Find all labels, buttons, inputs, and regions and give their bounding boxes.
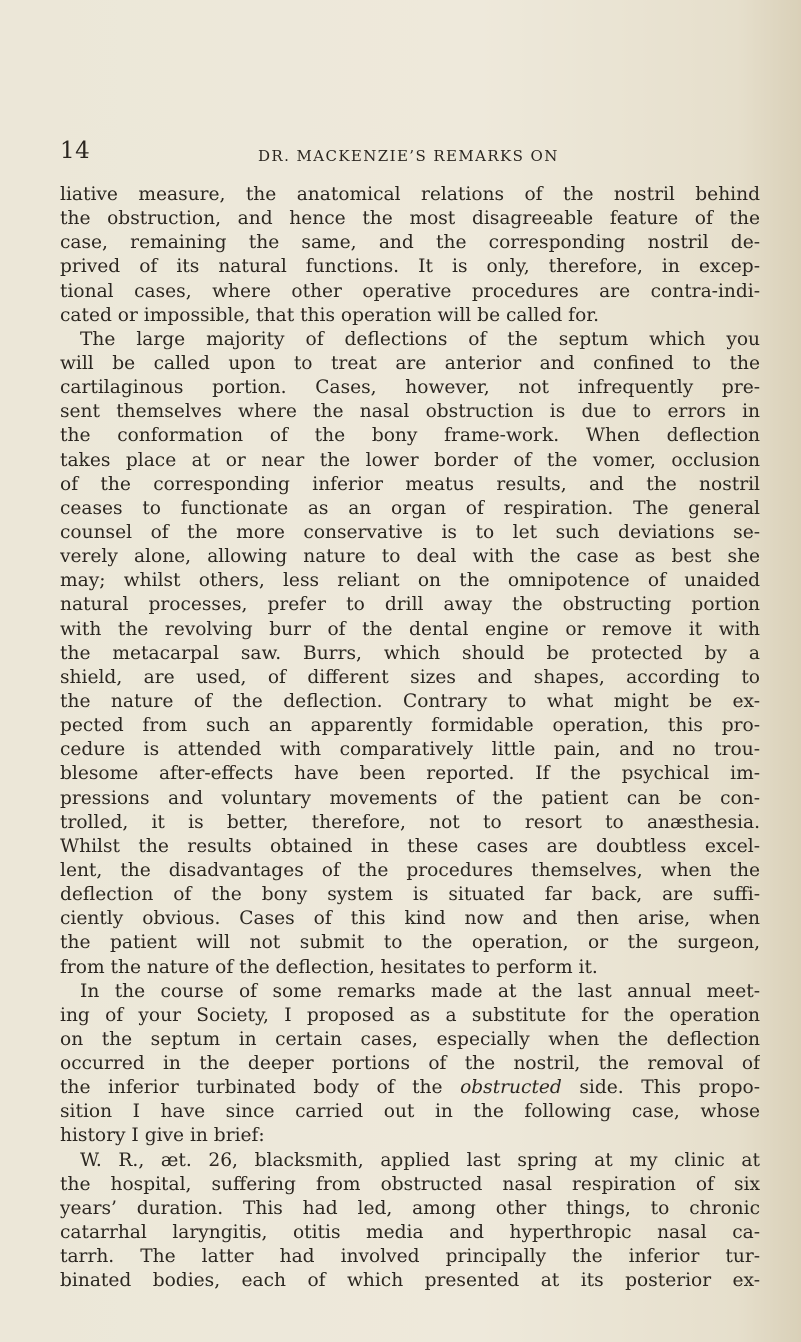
text-line: tional cases, where other operative procedures are contra-indi- <box>60 280 760 302</box>
text-line: sent themselves where the nasal obstruction is due to errors in <box>60 401 760 423</box>
text-line: liative measure, the anatomical relations of the nostril behind <box>60 184 760 205</box>
page-header <box>0 138 801 168</box>
text-line <box>60 1076 760 1100</box>
text-line: verely alone, allowing nature to deal with the case as best she <box>60 546 760 568</box>
text-line: catarrhal laryngitis, otitis media and hyperthropic nasal ca- <box>60 1222 760 1244</box>
text-line: trolled, it is better, therefore, not to resort to anæsthesia. <box>60 811 760 833</box>
text-line: will be called upon to treat are anterior and confined to the <box>60 352 760 374</box>
text-line: history I give in brief: <box>60 1125 265 1147</box>
text-line: ciently obvious. Cases of this kind now and then arise, when <box>60 908 760 930</box>
text-line: on the septum in certain cases, especially when the deflection <box>60 1028 760 1050</box>
text-line: may; whilst others, less reliant on the omnipotence of unaided <box>60 570 760 592</box>
text-line: cartilaginous portion. Cases, however, not infrequently pre- <box>60 377 760 399</box>
italic-emphasis: obstructed <box>460 1077 562 1099</box>
text-line: cated or impossible, that this operation will be called for. <box>60 304 600 326</box>
text-line: W. R., æt. 26, blacksmith, applied last spring at my clinic at <box>80 1149 760 1171</box>
text-line: takes place at or near the lower border of the vomer, occlusion <box>60 449 760 471</box>
text-line: of the corresponding inferior meatus results, and the nostril <box>60 473 760 495</box>
text-line: the nature of the deflection. Contrary to what might be ex- <box>60 690 760 712</box>
text-line: occurred in the deeper portions of the nostril, the removal of <box>60 1053 760 1075</box>
text-line: tarrh. The latter had involved principally the inferior tur- <box>60 1246 760 1268</box>
text-line: ceases to functionate as an organ of respiration. The general <box>60 497 760 519</box>
text-line: ing of your Society, I proposed as a substitute for the operation <box>60 1004 760 1026</box>
text-line: with the revolving burr of the dental engine or remove it with <box>60 618 760 640</box>
text-line: the conformation of the bony frame-work. When deflection <box>60 425 760 447</box>
text-line: sition I have since carried out in the following case, whose <box>60 1101 760 1123</box>
text-line: shield, are used, of different sizes and shapes, according to <box>60 666 760 688</box>
text-segment: the inferior turbinated body of the <box>60 1077 461 1099</box>
text-line: The large majority of deflections of the septum which you <box>80 328 760 350</box>
text-line: counsel of the more conservative is to let such deviations se- <box>60 521 760 543</box>
text-line: Whilst the results obtained in these cases are doubtless excel- <box>60 835 760 857</box>
text-line: the patient will not submit to the operation, or the surgeon, <box>60 932 760 954</box>
text-line: years’ duration. This had led, among other things, to chronic <box>60 1197 760 1219</box>
text-line: blesome after-effects have been reported. If the psychical im- <box>60 763 760 785</box>
text-line: cedure is attended with comparatively little pain, and no trou- <box>60 739 760 761</box>
text-line: prived of its natural functions. It is only, therefore, in excep- <box>60 256 760 278</box>
text-line: from the nature of the deflection, hesitates to perform it. <box>60 956 598 978</box>
text-line: the metacarpal saw. Burrs, which should be protected by a <box>60 642 760 664</box>
text-line: the hospital, suffering from obstructed nasal respiration of six <box>60 1173 760 1195</box>
text-segment: side. This propo- <box>561 1077 760 1099</box>
text-line: pressions and voluntary movements of the patient can be con- <box>60 787 760 809</box>
running-head: DR. MACKENZIE’S REMARKS ON <box>258 147 559 165</box>
text-line: natural processes, prefer to drill away the obstructing portion <box>60 594 760 616</box>
text-line: lent, the disadvantages of the procedures themselves, when the <box>60 859 760 881</box>
text-line: binated bodies, each of which presented at its posterior ex- <box>60 1270 760 1292</box>
text-line: case, remaining the same, and the corresponding nostril de- <box>60 232 760 254</box>
page-number: 14 <box>60 138 91 164</box>
text-line: the obstruction, and hence the most disagreeable feature of the <box>60 208 760 230</box>
text-line: pected from such an apparently formidable operation, this pro- <box>60 715 760 737</box>
body-text <box>60 183 760 1293</box>
text-line: deflection of the bony system is situated far back, are suffi- <box>60 884 760 906</box>
text-line: In the course of some remarks made at the last annual meet- <box>80 980 760 1002</box>
